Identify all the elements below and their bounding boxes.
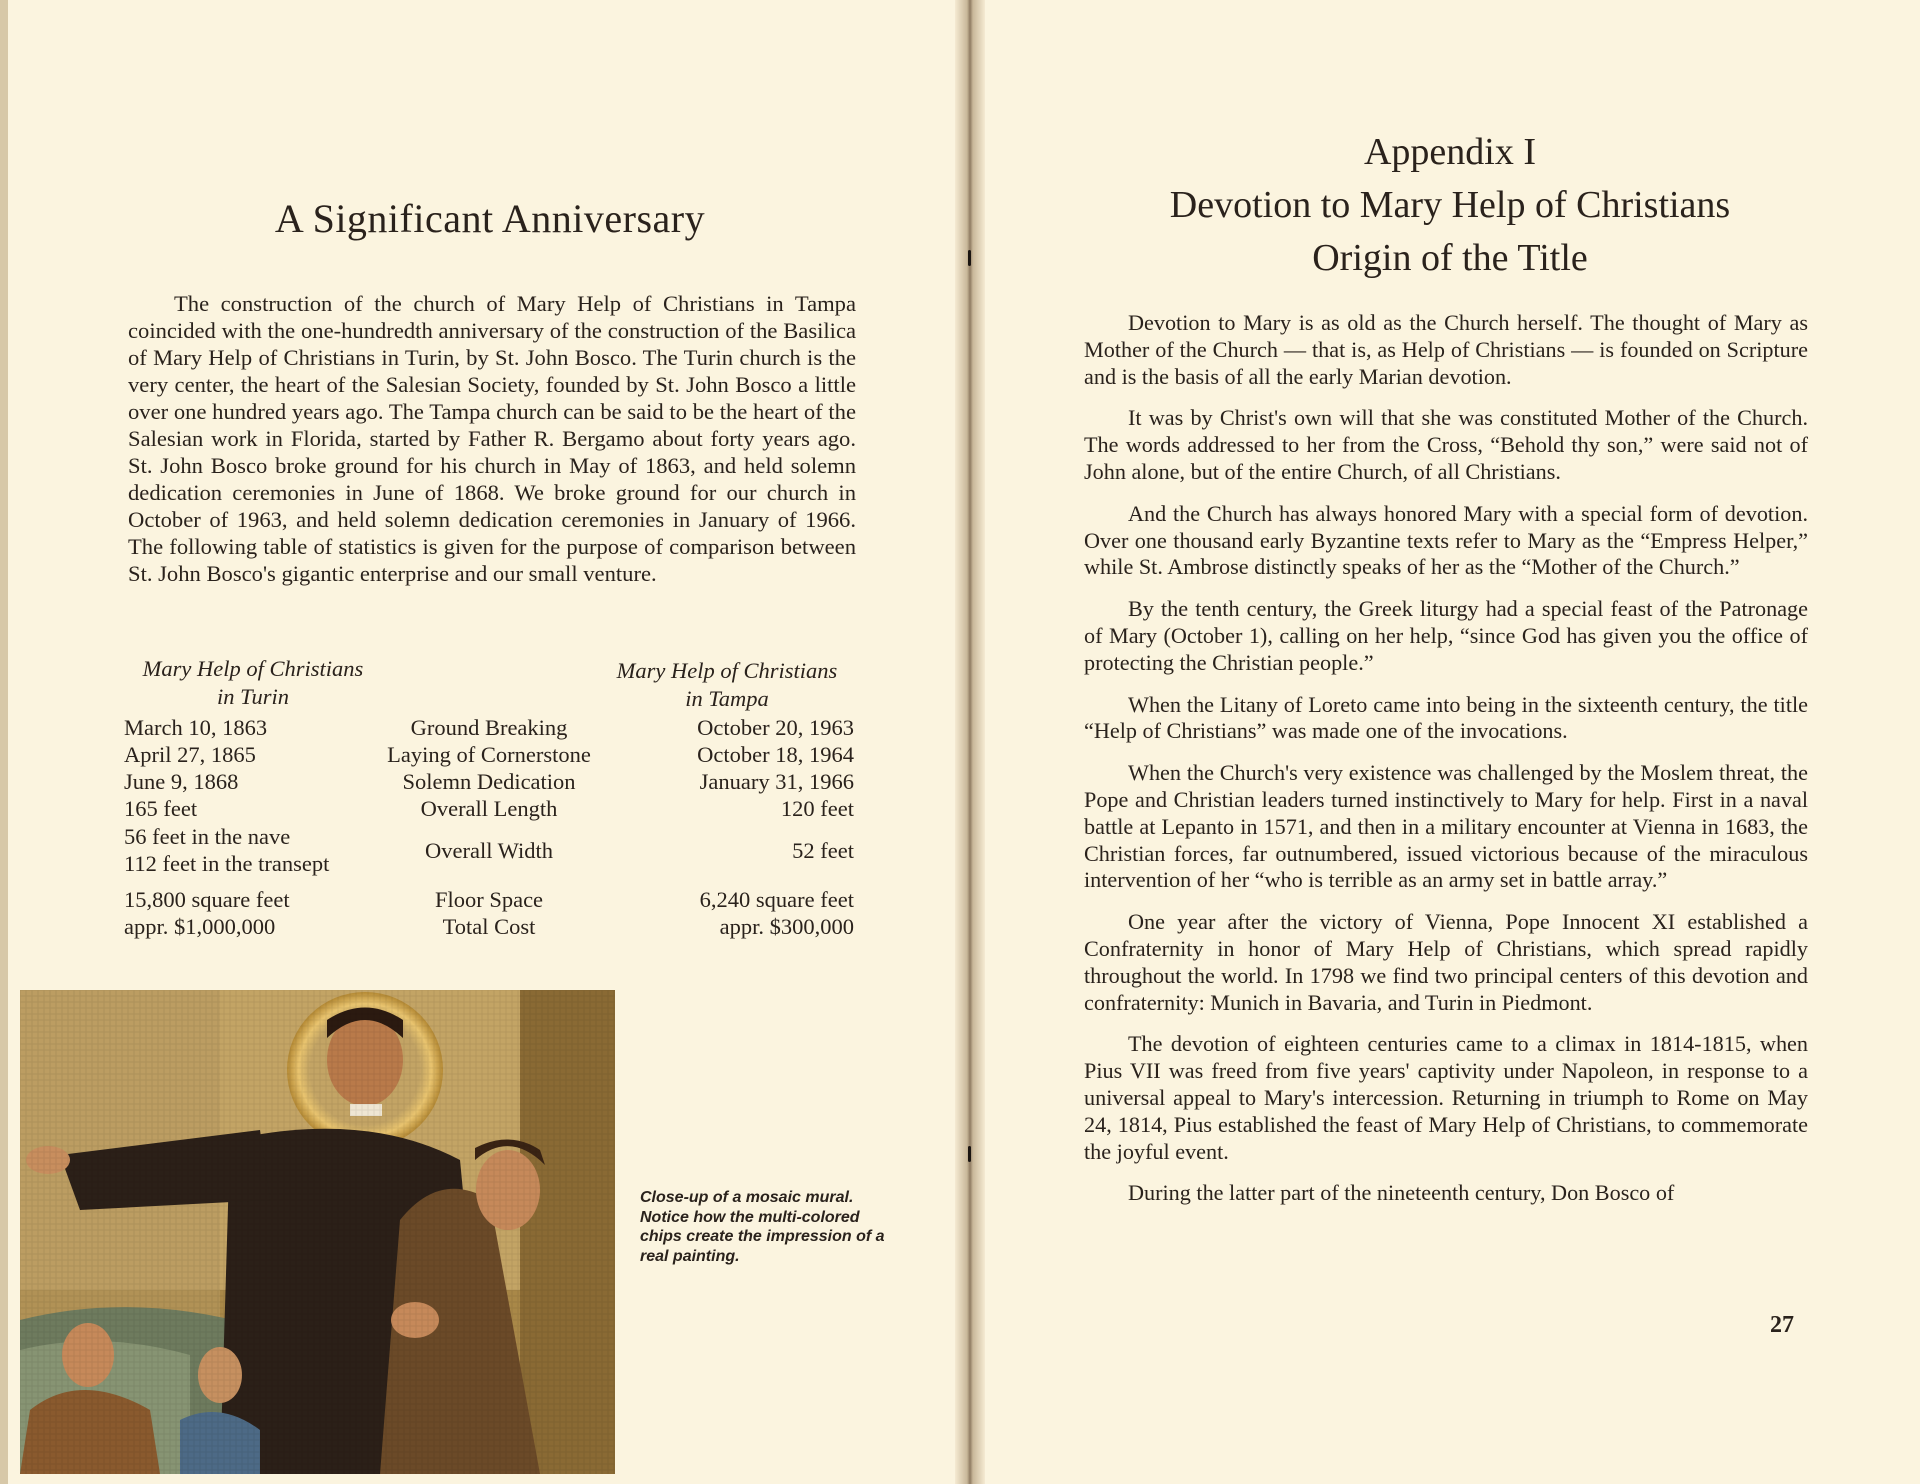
turin-cell [124,823,374,877]
item-cell: Laying of Cornerstone [387,742,591,767]
turin-cell: June 9, 1868 [124,769,239,794]
table-row [124,823,854,879]
tampa-cell: 120 feet [780,796,854,821]
table-row [124,768,854,796]
table-row [124,913,854,941]
paragraph: And the Church has always honored Mary with a special form of devotion. Over one thousand early Byzantine texts refer to Mary as the “Empress Helper,” while St. Ambrose distinctly speaks of her as the “Mother of the Church.” [1084,500,1808,580]
turin-cell: 15,800 square feet [124,887,290,912]
tampa-cell: 52 feet [792,838,854,863]
tampa-column-header [602,657,852,713]
turin-width-nave: 56 feet in the nave [124,824,291,849]
item-cell: Ground Breaking [410,715,568,740]
paragraph: The devotion of eighteen centuries came to a climax in 1814-1815, when Pius VII was freed from five years' captivity under Napoleon, in response to a universal appeal to Mary's intercession. Returning in triumph to Rome on May 24, 1814, Pius established the feast of Mary Help of Christians, to commemorate the joyful event. [1084,1031,1808,1164]
turin-cell: April 27, 1865 [124,742,256,767]
paragraph: When the Litany of Loreto came into being in the sixteenth century, the title “Help of Christians” was made one of the invocations. [1084,691,1808,744]
appendix-subtitle: Origin of the Title [1312,237,1588,279]
item-cell: Floor Space [434,887,544,912]
turin-cell: 165 feet [124,796,198,821]
tampa-cell: October 20, 1963 [697,715,854,740]
binding-mark [968,1146,971,1162]
mosaic-photo [20,990,615,1474]
turin-column-header [128,655,378,711]
table-row [124,886,854,914]
mosaic-caption: Close-up of a mosaic mural. Notice how the multi-colored chips create the impression of a real painting. [640,1189,885,1265]
binding-mark [968,250,971,266]
appendix-number: Appendix I [1363,131,1537,173]
paragraph: Devotion to Mary is as old as the Church herself. The thought of Mary as Mother of the Church — that is, as Help of Christians — is founded on Scripture and is the basis of all the early Marian devotion. [1084,310,1808,389]
table-row [124,741,854,769]
turin-cell: March 10, 1863 [124,715,268,740]
tampa-cell: October 18, 1964 [697,742,854,767]
tampa-header-line2: in Tampa [685,686,769,711]
paragraph: By the tenth century, the Greek liturgy had a special feast of the Patronage of Mary (October 1), calling on her help, “since God has given you the office of protecting the Christian people.” [1084,596,1808,675]
appendix-title: Devotion to Mary Help of Christians [1169,184,1731,226]
item-cell: Overall Length [420,796,558,821]
item-cell: Solemn Dedication [402,769,576,794]
paragraph: It was by Christ's own will that she was constituted Mother of the Church. The words addressed to her from the Cross, “Behold thy son,” were said not of John alone, but of the entire Church, of all Christians. [1084,405,1808,484]
paragraph: During the latter part of the nineteenth century, Don Bosco of [1128,1180,1675,1206]
tampa-cell: 6,240 square feet [699,887,854,912]
table-row [124,714,854,742]
item-cell: Overall Width [424,838,554,863]
left-page-title: A Significant Anniversary [274,196,706,241]
turin-header-line2: in Turin [217,684,289,709]
mosaic-illustration [20,990,615,1474]
anniversary-paragraph: The construction of the church of Mary Help of Christians in Tampa coincided with the one-hundredth anniversary of the construction of the Basilica of Mary Help of Christians in Turin, by St. John Bosco. The Turin church is the very center, the heart of the Salesian Society, founded by St. John Bosco a little over one hundred years ago. The Tampa church can be said to be the heart of the Salesian work in Florida, started by Father R. Bergamo about forty years ago. St. John Bosco broke ground for his church in May of 1863, and held solemn dedication ceremonies in June of 1868. We broke ground for our church in October of 1963, and held solemn dedication ceremonies in January of 1966. The following table of statistics is given for the purpose of comparison between St. John Bosco's gigantic enterprise and our small venture. [128,291,856,586]
paragraph: When the Church's very existence was challenged by the Moslem threat, the Pope and Christian leaders turned instinctively to Mary for help. First in a naval battle at Lepanto in 1571, and then in a military encounter at Vienna in 1683, the Christian forces, far outnumbered, issued victorious because of the miraculous intervention of her “who is terrible as an army set in battle array.” [1084,760,1808,893]
item-cell: Total Cost [442,914,536,939]
page-number: 27 [1770,1312,1794,1338]
tampa-header-line1: Mary Help of Christians [616,658,838,683]
appendix-body [1084,310,1808,1222]
turin-cell: appr. $1,000,000 [124,914,276,939]
table-row [124,795,854,823]
tampa-cell: appr. $300,000 [719,914,854,939]
paragraph: One year after the victory of Vienna, Pope Innocent XI established a Confraternity in honor of Mary Help of Christians, which spread rapidly throughout the world. In 1798 we find two principal centers of this devotion and confraternity: Munich in Bavaria, and Turin in Piedmont. [1084,909,1808,1015]
tampa-cell: January 31, 1966 [699,769,854,794]
turin-width-transept: 112 feet in the transept [124,851,330,876]
turin-header-line1: Mary Help of Christians [142,656,364,681]
